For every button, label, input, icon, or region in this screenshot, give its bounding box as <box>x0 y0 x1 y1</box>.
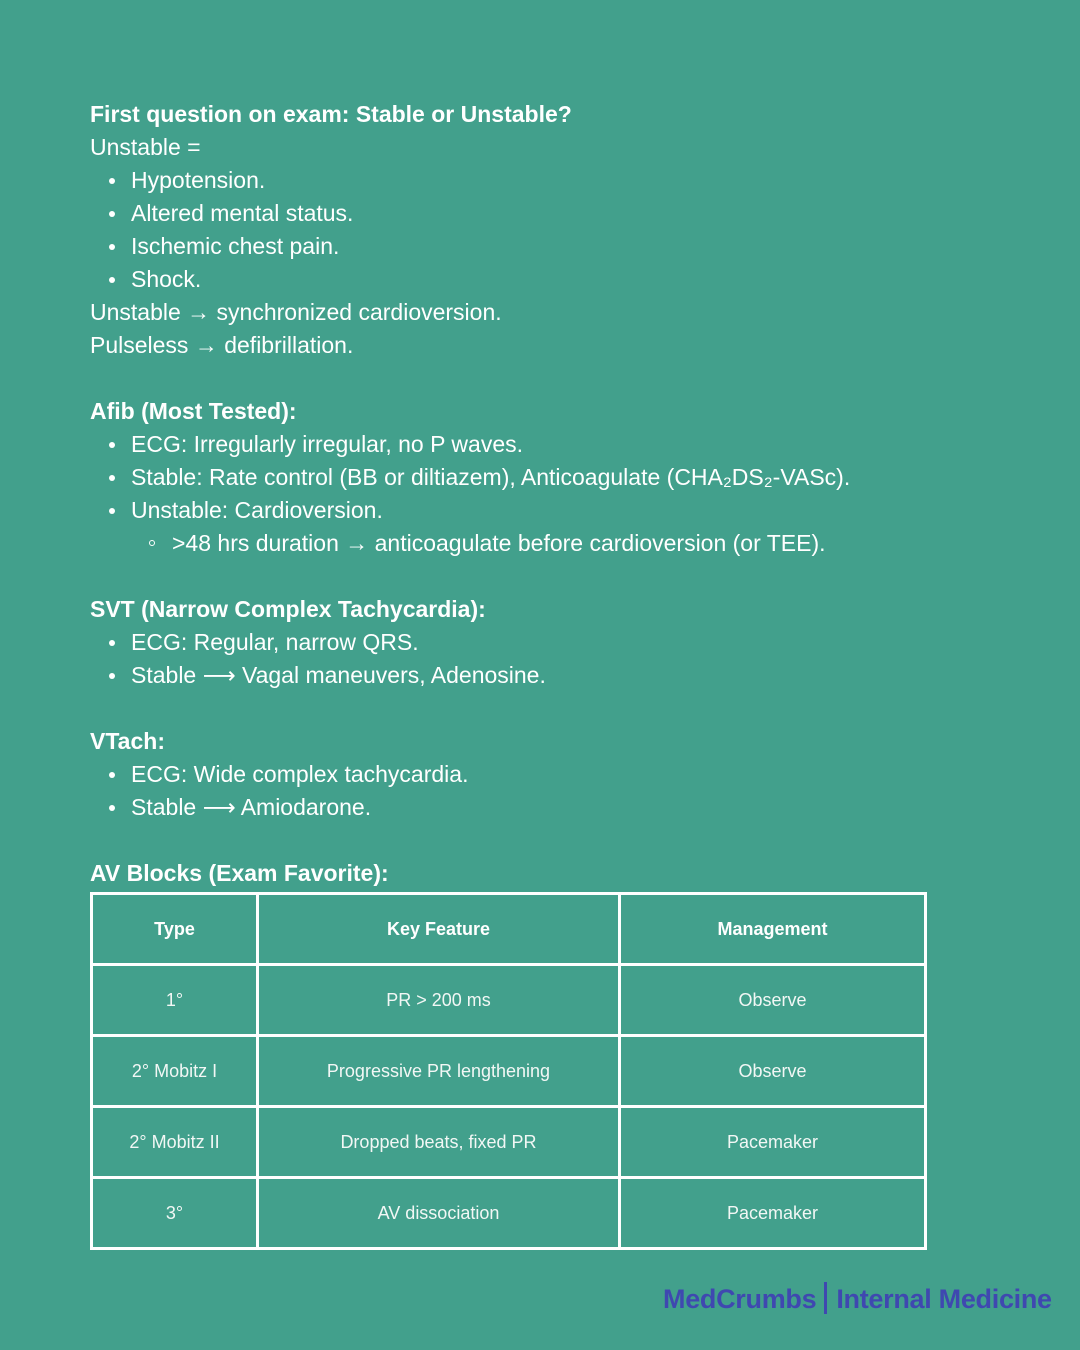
table-row <box>92 1036 926 1107</box>
list-item: Ischemic chest pain. <box>90 230 1030 263</box>
list-item: Shock. <box>90 263 1030 296</box>
brand-separator <box>824 1282 827 1314</box>
spacer <box>90 362 1030 395</box>
table-cell: 1° <box>92 965 258 1036</box>
list-item: Stable ⟶ Amiodarone. <box>90 791 1030 824</box>
table-header-row <box>92 894 926 965</box>
content <box>90 98 1030 1250</box>
vtach-list <box>90 758 1030 824</box>
table-row <box>92 965 926 1036</box>
table-cell: Progressive PR lengthening <box>258 1036 620 1107</box>
spacer <box>90 824 1030 857</box>
list-sub-item: >48 hrs duration → anticoagulate before cardioversion (or TEE). <box>90 527 1030 560</box>
column-header-management: Management <box>620 894 926 965</box>
list-item: ECG: Regular, narrow QRS. <box>90 626 1030 659</box>
list-item: Stable ⟶ Vagal maneuvers, Adenosine. <box>90 659 1030 692</box>
vtach-heading: VTach: <box>90 728 165 754</box>
table-cell: 3° <box>92 1178 258 1249</box>
unstable-management: Unstable → synchronized cardioversion. <box>90 299 502 325</box>
table-cell: Pacemaker <box>620 1178 926 1249</box>
spacer <box>90 560 1030 593</box>
list-item: Stable: Rate control (BB or diltiazem), Anticoagulate (CHA₂DS₂-VASc). <box>90 461 1030 494</box>
svt-heading: SVT (Narrow Complex Tachycardia): <box>90 596 486 622</box>
list-item: Altered mental status. <box>90 197 1030 230</box>
table-row <box>92 1178 926 1249</box>
brand-section: Internal Medicine <box>836 1284 1052 1314</box>
table-cell: Pacemaker <box>620 1107 926 1178</box>
column-header-type: Type <box>92 894 258 965</box>
table-cell: Observe <box>620 965 926 1036</box>
av-blocks-heading: AV Blocks (Exam Favorite): <box>90 860 389 886</box>
table-cell: 2° Mobitz II <box>92 1107 258 1178</box>
av-blocks-table <box>90 892 927 1250</box>
afib-list <box>90 428 1030 560</box>
list-item: Hypotension. <box>90 164 1030 197</box>
table-cell: 2° Mobitz I <box>92 1036 258 1107</box>
unstable-label: Unstable = <box>90 134 201 160</box>
svt-list <box>90 626 1030 692</box>
table-cell: Dropped beats, fixed PR <box>258 1107 620 1178</box>
table-cell: PR > 200 ms <box>258 965 620 1036</box>
table-row <box>92 1107 926 1178</box>
pulseless-management: Pulseless → defibrillation. <box>90 332 354 358</box>
list-item: ECG: Irregularly irregular, no P waves. <box>90 428 1030 461</box>
list-item: Unstable: Cardioversion. <box>90 494 1030 527</box>
stability-heading: First question on exam: Stable or Unstable? <box>90 101 572 127</box>
spacer <box>90 692 1030 725</box>
afib-heading: Afib (Most Tested): <box>90 398 297 424</box>
list-item: ECG: Wide complex tachycardia. <box>90 758 1030 791</box>
column-header-key-feature: Key Feature <box>258 894 620 965</box>
brand-name: MedCrumbs <box>663 1284 817 1314</box>
brand-footer <box>663 1282 1052 1315</box>
table-cell: AV dissociation <box>258 1178 620 1249</box>
unstable-criteria-list <box>90 164 1030 296</box>
table-cell: Observe <box>620 1036 926 1107</box>
